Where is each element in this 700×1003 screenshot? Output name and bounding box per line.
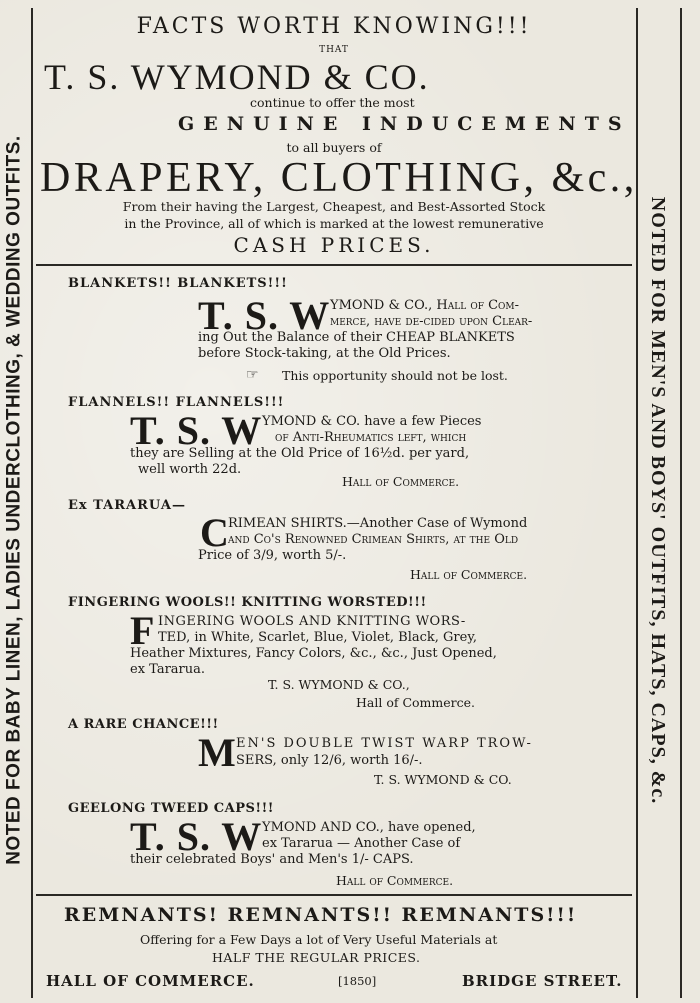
rare-chance-heading: A RARE CHANCE!!! [68,717,219,732]
blankets-line-2: merce, have de-cided upon Clear- [330,314,533,329]
crimean-initial: C [200,510,229,555]
section-divider-top [36,264,632,266]
crimean-signature: Hall of Commerce. [410,567,528,582]
tararua-heading: Ex TARARUA— [68,498,186,513]
firm-name: T. S. WYMOND & CO. [44,57,430,97]
flannels-initials: T. S. W [130,408,263,453]
flannels-line-4: well worth 22d. [138,462,242,477]
wools-heading: FINGERING WOOLS!! KNITTING WORSTED!!! [68,595,427,610]
wools-initial: F [130,608,155,653]
drapery-clothing-heading: DRAPERY, CLOTHING, &c., [40,155,638,201]
right-side-strip [638,150,678,850]
caps-line-2: ex Tararua — Another Case of [262,836,461,851]
genuine-inducements: GENUINE INDUCEMENTS [178,113,631,135]
pointing-hand-icon: ☞ [246,367,259,383]
footer-hall-of-commerce: HALL OF COMMERCE. [46,972,255,990]
wools-line-2: TED, in White, Scarlet, Blue, Violet, Black, Grey, [158,630,478,645]
section-divider-bottom [36,894,632,896]
trowsers-line-2: SERS, only 12/6, worth 16/-. [236,753,423,768]
footer-bridge-street: BRIDGE STREET. [462,972,623,990]
caps-signature: Hall of Commerce. [336,873,454,888]
caps-line-3: their celebrated Boys' and Men's 1/- CAPS. [130,852,414,867]
left-border-line [31,8,33,998]
left-side-strip [0,60,30,940]
flannels-heading: FLANNELS!! FLANNELS!!! [68,395,285,410]
cash-prices: CASH PRICES. [233,233,435,257]
left-side-text: NOTED FOR BABY LINEN, LADIES UNDERCLOTHING, & WEDDING OUTFITS. [4,135,25,865]
wools-line-3: Heather Mixtures, Fancy Colors, &c., &c., Just Opened, [130,646,497,661]
flannels-signature: Hall of Commerce. [342,474,460,489]
blankets-line-3: ing Out the Balance of their CHEAP BLANKETS [198,330,515,345]
remnants-heading: REMNANTS! REMNANTS!! REMNANTS!!! [64,904,578,926]
blankets-initials: T. S. W [198,293,331,338]
remnants-line-1: Offering for a Few Days a lot of Very Useful Materials at [140,932,498,947]
flannels-line-3: they are Selling at the Old Price of 16½d. per yard, [130,446,470,461]
crimean-line-2: and Co's Renowned Crimean Shirts, at the Old [228,532,519,547]
caps-line-1: YMOND AND CO., have opened, [262,820,476,835]
wools-signature-hall: Hall of Commerce. [356,695,475,710]
buyers-line: to all buyers of [286,140,382,155]
outer-right-border-line [680,8,682,998]
footer-number: [1850] [338,974,377,988]
continue-line: continue to offer the most [250,95,415,110]
wools-line-4: ex Tararua. [130,662,206,677]
blankets-line-4: before Stock-taking, at the Old Prices. [198,346,451,361]
flannels-line-2: of Anti-Rheumatics left, which [275,430,467,445]
caps-initials: T. S. W [130,814,263,859]
headline-that: THAT [319,45,349,55]
blankets-note: This opportunity should not be lost. [282,368,508,383]
trowsers-initial: M [198,730,236,775]
trowsers-signature: T. S. WYMOND & CO. [374,772,512,787]
flannels-line-1: YMOND & CO. have a few Pieces [262,414,482,429]
wools-line-1: INGERING WOOLS AND KNITTING WORS- [158,614,466,629]
remnants-line-2: HALF THE REGULAR PRICES. [212,950,421,965]
caps-heading: GEELONG TWEED CAPS!!! [68,801,275,816]
crimean-line-3: Price of 3/9, worth 5/-. [198,548,347,563]
headline-facts: FACTS WORTH KNOWING!!! [136,14,532,39]
from-line-1: From their having the Largest, Cheapest, and Best-Assorted Stock [122,199,546,214]
wools-signature-firm: T. S. WYMOND & CO., [268,677,410,692]
blankets-line-1: YMOND & CO., Hall of Com- [330,298,520,313]
from-line-2: in the Province, all of which is marked at the lowest remunerative [124,216,544,231]
right-side-text: NOTED FOR MEN'S AND BOYS' OUTFITS, HATS, CAPS, &c. [647,196,670,804]
crimean-line-1: RIMEAN SHIRTS.—Another Case of Wymond [228,516,528,531]
blankets-heading: BLANKETS!! BLANKETS!!! [68,276,288,291]
trowsers-line-1: EN'S DOUBLE TWIST WARP TROW- [236,736,533,751]
